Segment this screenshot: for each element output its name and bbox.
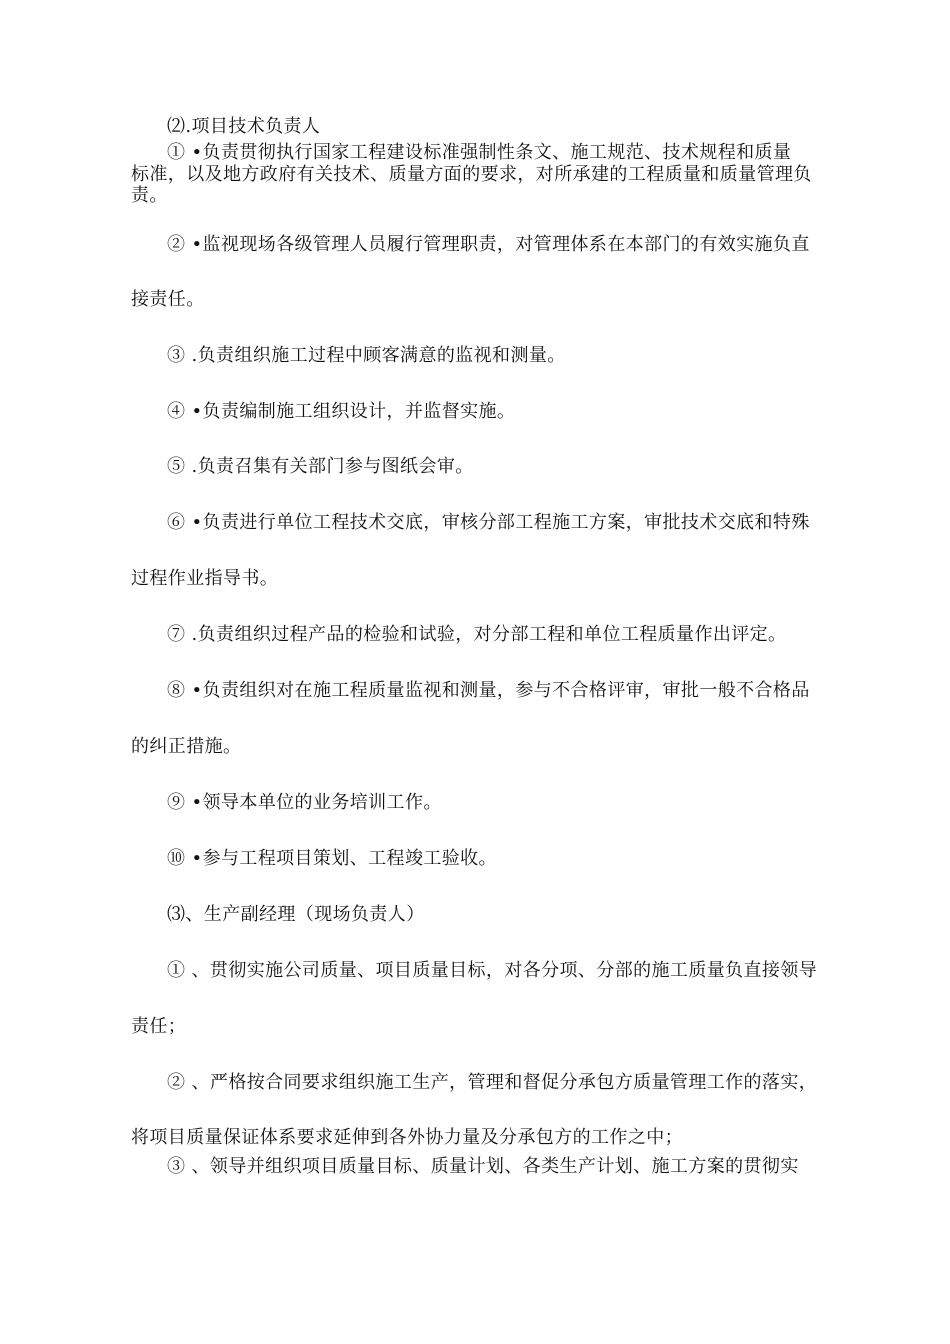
paragraph-line: ⑥ •负责进行单位工程技术交底，审核分部工程施工方案，审批技术交底和特殊 xyxy=(167,512,810,533)
paragraph-line: 过程作业指导书。 xyxy=(131,568,279,589)
paragraph-line: ① 、贯彻实施公司质量、项目质量目标，对各分项、分部的施工质量负直接领导 xyxy=(167,960,818,981)
paragraph-line: ⑧ •负责组织对在施工程质量监视和测量，参与不合格评审，审批一般不合格品 xyxy=(167,680,810,701)
paragraph-line: ② •监视现场各级管理人员履行管理职责，对管理体系在本部门的有效实施负直 xyxy=(167,234,810,255)
list-item: ⑤ .负责召集有关部门参与图纸会审。 xyxy=(167,456,474,477)
paragraph-line: ③ 、领导并组织项目质量目标、质量计划、各类生产计划、施工方案的贯彻实 xyxy=(167,1156,799,1177)
list-item: ⑨ •领导本单位的业务培训工作。 xyxy=(167,792,442,813)
paragraph-line: 将项目质量保证体系要求延伸到各外协力量及分承包方的工作之中； xyxy=(131,1127,683,1148)
paragraph-line: 责任； xyxy=(131,1016,187,1037)
list-item: ⑩ •参与工程项目策划、工程竣工验收。 xyxy=(167,848,497,869)
section-heading-technical-lead: ⑵.项目技术负责人 xyxy=(167,116,321,137)
list-item: ③ .负责组织施工过程中顾客满意的监视和测量。 xyxy=(167,345,566,366)
paragraph-line: 的纠正措施。 xyxy=(131,736,242,757)
paragraph-line: ① •负责贯彻执行国家工程建设标准强制性条文、施工规范、技术规程和质量 xyxy=(167,142,792,163)
section-heading-production-manager: ⑶、生产副经理（现场负责人） xyxy=(167,904,425,925)
paragraph-line: ② 、严格按合同要求组织施工生产，管理和督促分承包方质量管理工作的落实， xyxy=(167,1072,818,1093)
list-item: ⑦ .负责组织过程产品的检验和试验，对分部工程和单位工程质量作出评定。 xyxy=(167,624,787,645)
list-item: ④ •负责编制施工组织设计，并监督实施。 xyxy=(167,401,516,422)
paragraph-line: 责。 xyxy=(131,185,168,206)
paragraph-line: 接责任。 xyxy=(131,289,205,310)
paragraph-line: 标准，以及地方政府有关技术、质量方面的要求，对所承建的工程质量和质量管理负 xyxy=(131,164,812,185)
